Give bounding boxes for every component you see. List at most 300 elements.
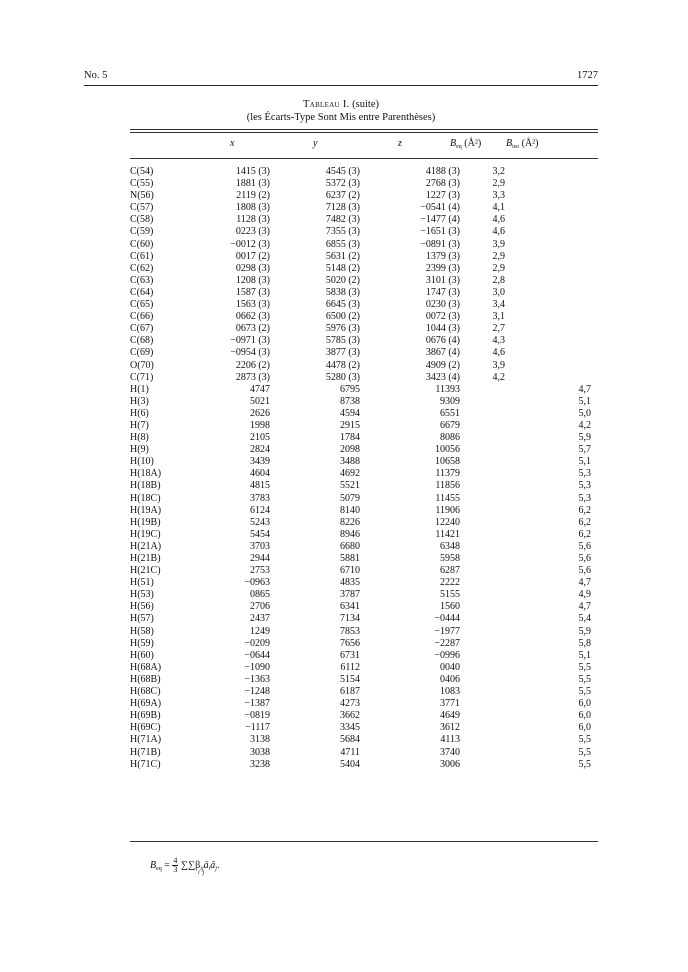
cell-biso: [505, 323, 591, 335]
cell-y: 4711: [340, 746, 360, 758]
cell-label: H(68A): [130, 661, 162, 673]
cell-z: 10056: [435, 444, 460, 456]
biso-unit: (Å²): [519, 138, 539, 149]
cell-x: 3238: [250, 758, 270, 770]
cell-z: 1044 (3): [425, 323, 460, 335]
formula-end: .: [216, 859, 220, 871]
col-header-beq: [450, 138, 481, 150]
table-row: [130, 202, 591, 214]
cell-biso: [505, 190, 591, 202]
cell-y: 5785 (3): [325, 335, 360, 347]
cell-y: 7853: [340, 625, 360, 637]
cell-z: 11906: [435, 504, 460, 516]
cell-beq: 3,9: [492, 238, 505, 250]
header-rule: [84, 85, 598, 86]
biso-subscript: iso: [512, 144, 520, 150]
cell-biso: [505, 275, 591, 287]
cell-x: −1090: [244, 661, 270, 673]
cell-y: 7656: [340, 637, 360, 649]
cell-x: 0662 (3): [235, 311, 270, 323]
cell-biso: 5,0: [578, 407, 591, 419]
cell-beq: [460, 505, 505, 517]
cell-biso: [505, 202, 591, 214]
col-header-biso: [506, 138, 539, 150]
cell-x: 1128 (3): [236, 214, 270, 226]
cell-label: C(55): [130, 178, 154, 190]
cell-beq: [460, 396, 505, 408]
cell-biso: 5,1: [578, 456, 591, 468]
cell-y: 7134: [340, 613, 360, 625]
cell-beq: [460, 541, 505, 553]
cell-x: 2119 (2): [236, 190, 270, 202]
table-row: [130, 674, 591, 686]
table-row: [130, 323, 591, 335]
cell-y: 8140: [340, 504, 360, 516]
cell-y: 4594: [340, 407, 360, 419]
table-row: [130, 166, 591, 178]
table-row: [130, 372, 591, 384]
beq-subscript: eq: [456, 144, 462, 150]
cell-label: H(6): [130, 407, 149, 419]
cell-z: −1977: [434, 625, 460, 637]
cell-x: −0971 (3): [230, 335, 270, 347]
cell-label: H(1): [130, 383, 149, 395]
table-row: [130, 529, 591, 541]
cell-beq: [460, 759, 505, 771]
cell-y: 5148 (2): [325, 262, 360, 274]
beq-symbol: B: [450, 138, 457, 149]
cell-beq: [460, 650, 505, 662]
cell-x: 2706: [250, 601, 270, 613]
cell-label: C(58): [130, 214, 154, 226]
cell-beq: 4,3: [492, 335, 505, 347]
cell-x: 5454: [250, 528, 270, 540]
table-row: [130, 553, 591, 565]
cell-y: 5631 (2): [325, 250, 360, 262]
cell-y: 6680: [340, 540, 360, 552]
cell-biso: 6,0: [578, 722, 591, 734]
cell-beq: [460, 747, 505, 759]
cell-y: 4273: [340, 698, 360, 710]
cell-y: 6855 (3): [325, 238, 360, 250]
cell-x: 3783: [250, 492, 270, 504]
cell-x: 4815: [250, 480, 270, 492]
cell-z: 1083: [440, 686, 460, 698]
cell-x: 1998: [250, 419, 270, 431]
cell-label: O(70): [130, 359, 154, 371]
col-header-z: z: [398, 138, 402, 149]
table-suffix: (suite): [349, 99, 379, 110]
cell-x: 0673 (2): [235, 323, 270, 335]
cell-x: 6124: [250, 504, 270, 516]
cell-x: 2626: [250, 407, 270, 419]
cell-y: 4692: [340, 468, 360, 480]
formula-equals: =: [161, 859, 173, 871]
table-row: [130, 468, 591, 480]
cell-biso: 5,6: [578, 565, 591, 577]
cell-z: 3740: [440, 746, 460, 758]
cell-x: 1563 (3): [235, 299, 270, 311]
table-row: [130, 190, 591, 202]
cell-beq: [460, 493, 505, 505]
table-row: [130, 420, 591, 432]
cell-y: 3877 (3): [325, 347, 360, 359]
cell-x: 1249: [250, 625, 270, 637]
cell-x: 1415 (3): [235, 166, 270, 177]
cell-beq: [460, 626, 505, 638]
cell-biso: 5,8: [578, 637, 591, 649]
formula-sum: ∑∑β: [180, 859, 201, 871]
cell-label: C(71): [130, 371, 154, 383]
cell-beq: [460, 384, 505, 396]
cell-y: 8226: [340, 516, 360, 528]
table-row: [130, 638, 591, 650]
cell-beq: [460, 468, 505, 480]
table-row: [130, 626, 591, 638]
cell-beq: 2,7: [492, 323, 505, 335]
cell-label: C(59): [130, 226, 154, 238]
table-label: Tableau I.: [303, 99, 350, 110]
table-top-rule-2: [130, 132, 598, 133]
cell-biso: 6,2: [578, 516, 591, 528]
formula-vector-i-sub: i: [208, 865, 211, 872]
cell-x: 2437: [250, 613, 270, 625]
cell-z: 2222: [440, 577, 460, 589]
formula-lhs-sub: eq: [156, 865, 162, 872]
cell-y: 6500 (2): [325, 311, 360, 323]
cell-label: C(63): [130, 274, 154, 286]
cell-label: H(7): [130, 419, 149, 431]
cell-beq: [460, 432, 505, 444]
cell-x: 4604: [250, 468, 270, 480]
table-row: [130, 226, 591, 238]
cell-biso: 5,5: [578, 686, 591, 698]
cell-beq: 3,0: [492, 286, 505, 298]
cell-y: 5521: [340, 480, 360, 492]
cell-x: 0298 (3): [235, 262, 270, 274]
cell-biso: 6,2: [578, 528, 591, 540]
table-row: [130, 275, 591, 287]
cell-y: 5154: [340, 673, 360, 685]
cell-label: H(71B): [130, 746, 161, 758]
cell-beq: [460, 480, 505, 492]
cell-x: −1387: [244, 698, 270, 710]
cell-z: 11455: [435, 492, 460, 504]
cell-y: 6731: [340, 649, 360, 661]
cell-biso: [505, 335, 591, 347]
cell-z: 3423 (4): [425, 371, 460, 383]
cell-x: 0865: [250, 589, 270, 601]
sum-index-j: j: [202, 870, 205, 876]
cell-beq: [460, 408, 505, 420]
cell-x: 1587 (3): [235, 286, 270, 298]
cell-x: 5243: [250, 516, 270, 528]
cell-biso: 4,7: [578, 383, 591, 395]
cell-y: 7482 (3): [325, 214, 360, 226]
cell-biso: [505, 299, 591, 311]
cell-biso: 5,9: [578, 625, 591, 637]
cell-x: 1208 (3): [235, 274, 270, 286]
cell-z: 10658: [435, 456, 460, 468]
cell-label: H(68B): [130, 673, 161, 685]
cell-x: 1881 (3): [235, 178, 270, 190]
formula-fraction: [172, 857, 178, 874]
cell-biso: [505, 347, 591, 359]
table-row: [130, 577, 591, 589]
cell-z: 11393: [435, 383, 460, 395]
cell-x: 3038: [250, 746, 270, 758]
cell-label: H(59): [130, 637, 154, 649]
table-top-rule: [130, 129, 598, 130]
cell-biso: [505, 263, 591, 275]
cell-label: C(68): [130, 335, 154, 347]
cell-y: 8946: [340, 528, 360, 540]
biso-symbol: B: [506, 138, 513, 149]
cell-biso: 5,5: [578, 673, 591, 685]
cell-biso: 5,5: [578, 661, 591, 673]
cell-z: 6679: [440, 419, 460, 431]
cell-label: H(19A): [130, 504, 162, 516]
formula-vector-j: ā: [210, 859, 216, 871]
cell-beq: 4,1: [492, 202, 505, 214]
cell-beq: 2,9: [492, 178, 505, 190]
cell-label: H(53): [130, 589, 154, 601]
table-row: [130, 541, 591, 553]
formula-sum-sub: ij: [200, 865, 204, 872]
cell-z: 5958: [440, 553, 460, 564]
cell-biso: 6,0: [578, 698, 591, 710]
cell-x: −0644: [244, 649, 270, 661]
cell-y: 5976 (3): [325, 323, 360, 335]
cell-biso: 5,3: [578, 468, 591, 480]
formula-lhs: B: [150, 859, 157, 871]
table-row: [130, 360, 591, 372]
cell-beq: 4,6: [492, 226, 505, 238]
cell-z: 8086: [440, 432, 460, 444]
cell-beq: [460, 529, 505, 541]
cell-label: H(3): [130, 395, 149, 407]
table-row: [130, 408, 591, 420]
cell-biso: [505, 166, 591, 178]
cell-label: H(58): [130, 625, 154, 637]
cell-label: H(21A): [130, 540, 162, 552]
cell-z: 6287: [440, 565, 460, 577]
cell-z: 4113: [440, 734, 460, 746]
cell-label: H(56): [130, 601, 154, 613]
cell-z: 0406: [440, 673, 460, 685]
cell-biso: [505, 226, 591, 238]
running-header-issue: No. 5: [84, 70, 108, 81]
cell-x: 3439: [250, 456, 270, 468]
cell-beq: 4,2: [492, 371, 505, 383]
cell-z: 6551: [440, 407, 460, 419]
table-row: [130, 662, 591, 674]
cell-y: 3787: [340, 589, 360, 601]
beq-formula: [150, 857, 219, 874]
cell-y: 4835: [340, 577, 360, 589]
cell-label: H(18B): [130, 480, 161, 492]
cell-x: 2824: [250, 444, 270, 456]
cell-y: 7355 (3): [325, 226, 360, 238]
table-row: [130, 493, 591, 505]
cell-beq: 2,8: [492, 274, 505, 286]
table-row: [130, 263, 591, 275]
cell-z: 11379: [435, 468, 460, 480]
cell-label: C(67): [130, 323, 154, 335]
cell-label: H(18A): [130, 468, 162, 480]
cell-beq: [460, 710, 505, 722]
cell-beq: [460, 577, 505, 589]
cell-z: 0072 (3): [425, 311, 460, 323]
table-row: [130, 432, 591, 444]
table-bottom-rule: [130, 841, 598, 842]
cell-label: H(9): [130, 444, 149, 456]
cell-z: 2768 (3): [425, 178, 460, 190]
cell-y: 5079: [340, 492, 360, 504]
cell-label: C(62): [130, 262, 154, 274]
table-row: [130, 698, 591, 710]
cell-label: H(19C): [130, 528, 161, 540]
cell-biso: 6,2: [578, 504, 591, 516]
cell-y: 6795: [340, 383, 360, 395]
table-row: [130, 686, 591, 698]
table-row: [130, 710, 591, 722]
cell-biso: 5,3: [578, 492, 591, 504]
cell-label: C(66): [130, 311, 154, 323]
cell-beq: [460, 420, 505, 432]
cell-beq: [460, 734, 505, 746]
cell-label: H(60): [130, 649, 154, 661]
table-row: [130, 239, 591, 251]
cell-y: 5280 (3): [325, 371, 360, 383]
cell-biso: 5,6: [578, 540, 591, 552]
cell-biso: [505, 372, 591, 384]
cell-biso: 5,9: [578, 432, 591, 444]
cell-z: −2287: [434, 637, 460, 649]
cell-y: 4545 (3): [325, 166, 360, 177]
cell-z: 4909 (2): [425, 359, 460, 371]
cell-y: 6645 (3): [325, 299, 360, 311]
cell-y: 7128 (3): [325, 202, 360, 214]
cell-y: 5838 (3): [325, 286, 360, 298]
cell-z: 0230 (3): [425, 299, 460, 311]
cell-z: 11421: [435, 528, 460, 540]
cell-biso: 5,1: [578, 395, 591, 407]
formula-vector-j-sub: j: [215, 865, 217, 872]
cell-y: 1784: [340, 432, 360, 444]
cell-beq: 4,6: [492, 214, 505, 226]
cell-biso: 5,4: [578, 613, 591, 625]
cell-z: 1379 (3): [425, 250, 460, 262]
cell-label: H(69C): [130, 722, 161, 734]
cell-x: 2206 (2): [235, 359, 270, 371]
table-row: [130, 747, 591, 759]
beq-unit: (Å²): [461, 138, 482, 149]
cell-y: 6710: [340, 565, 360, 577]
cell-z: −0444: [434, 613, 460, 625]
table-row: [130, 335, 591, 347]
table-row: [130, 311, 591, 323]
cell-z: 0040: [440, 661, 460, 673]
cell-x: 3703: [250, 540, 270, 552]
cell-label: C(69): [130, 347, 154, 359]
cell-x: 2753: [250, 565, 270, 577]
table-row: [130, 214, 591, 226]
cell-biso: 6,0: [578, 710, 591, 722]
cell-label: N(56): [130, 190, 154, 202]
cell-x: 0017 (2): [235, 250, 270, 262]
cell-z: 6348: [440, 540, 460, 552]
cell-beq: [460, 613, 505, 625]
fraction-numerator: 4: [173, 856, 178, 865]
cell-beq: [460, 553, 505, 565]
cell-y: 6237 (2): [325, 190, 360, 202]
cell-x: −1248: [244, 686, 270, 698]
cell-z: 1560: [440, 601, 460, 613]
cell-x: 2944: [250, 553, 270, 564]
cell-z: 4188 (3): [425, 166, 460, 177]
table-caption: [84, 98, 598, 124]
cell-x: 1808 (3): [235, 202, 270, 214]
cell-x: −0209: [244, 637, 270, 649]
cell-z: −0891 (3): [420, 238, 460, 250]
cell-z: 3867 (4): [425, 347, 460, 359]
table-row: [130, 287, 591, 299]
cell-label: H(71A): [130, 734, 162, 746]
cell-beq: [460, 698, 505, 710]
col-header-y: y: [313, 138, 318, 149]
cell-z: −0541 (4): [420, 202, 460, 214]
cell-x: 2873 (3): [235, 371, 270, 383]
cell-beq: [460, 589, 505, 601]
cell-beq: 3,3: [492, 190, 505, 202]
cell-beq: [460, 638, 505, 650]
cell-z: −0996: [434, 649, 460, 661]
cell-beq: [460, 601, 505, 613]
cell-biso: 4,7: [578, 601, 591, 613]
cell-beq: 4,6: [492, 347, 505, 359]
cell-beq: [460, 517, 505, 529]
cell-x: −0954 (3): [230, 347, 270, 359]
cell-y: 8738: [340, 395, 360, 407]
table-row: [130, 384, 591, 396]
formula-vector-i: ā: [203, 859, 209, 871]
cell-beq: [460, 686, 505, 698]
table-row: [130, 444, 591, 456]
cell-biso: 4,9: [578, 589, 591, 601]
table-row: [130, 517, 591, 529]
cell-beq: 3,2: [492, 166, 505, 177]
cell-beq: 2,9: [492, 262, 505, 274]
table-row: [130, 613, 591, 625]
cell-biso: [505, 251, 591, 263]
cell-y: 3345: [340, 722, 360, 734]
cell-y: 6187: [340, 686, 360, 698]
cell-label: C(60): [130, 238, 154, 250]
cell-label: H(68C): [130, 686, 161, 698]
cell-z: 2399 (3): [425, 262, 460, 274]
cell-z: 12240: [435, 516, 460, 528]
cell-beq: [460, 456, 505, 468]
cell-z: −1477 (4): [420, 214, 460, 226]
cell-beq: 3,9: [492, 359, 505, 371]
cell-biso: 5,1: [578, 649, 591, 661]
cell-label: H(21B): [130, 553, 161, 564]
cell-x: 3138: [250, 734, 270, 746]
cell-label: H(71C): [130, 758, 161, 770]
cell-label: C(65): [130, 299, 154, 311]
table-row: [130, 299, 591, 311]
